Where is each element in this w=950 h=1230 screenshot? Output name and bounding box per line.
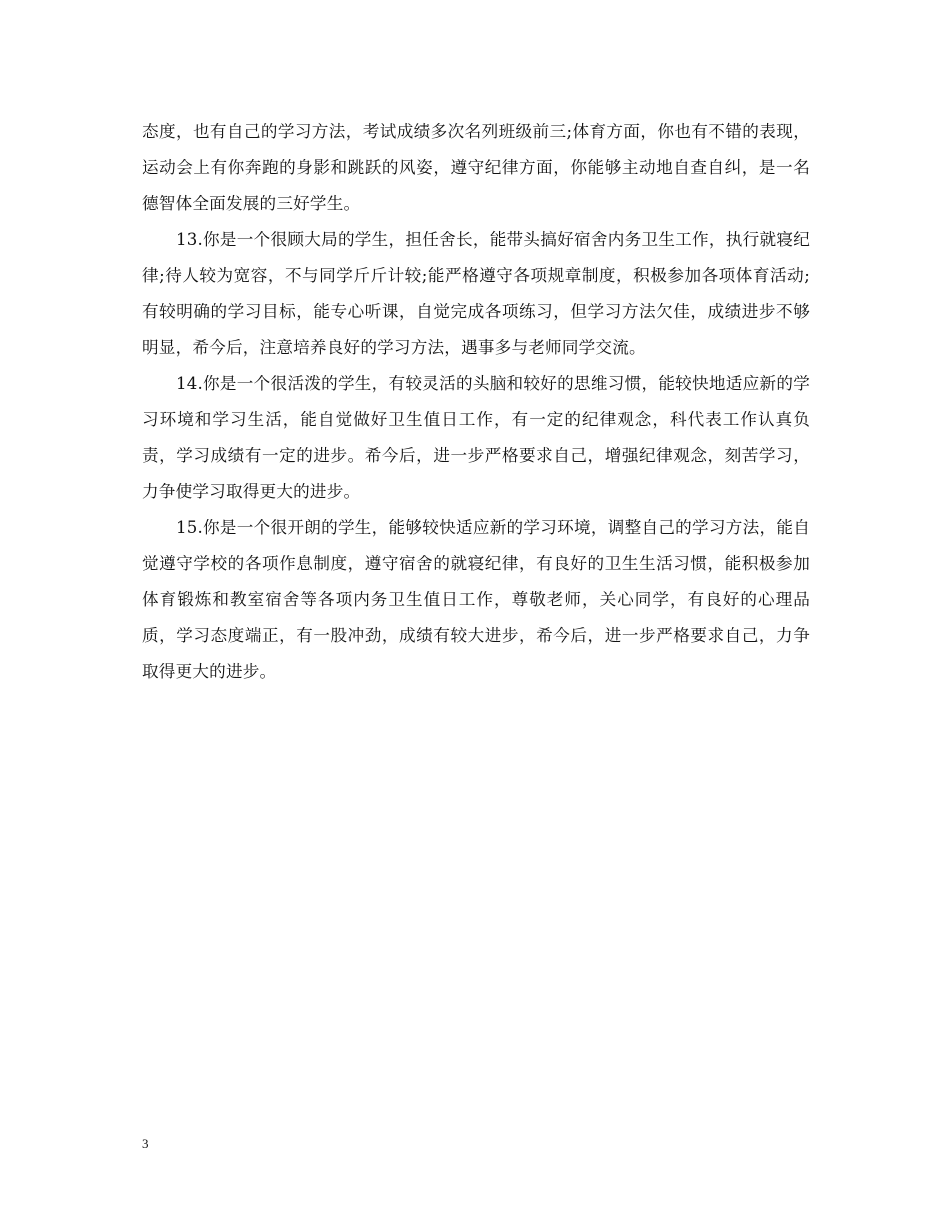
document-body (142, 114, 810, 690)
page-number: 3 (142, 1136, 149, 1151)
paragraph-comment-15: 15.你是一个很开朗的学生，能够较快适应新的学习环境，调整自己的学习方法，能自觉遵守学校的各项作息制度，遵守宿舍的就寝纪律，有良好的卫生生活习惯，能积极参加体育锻炼和教室宿舍等各项内务卫生值日工作，尊敬老师，关心同学，有良好的心理品质，学习态度端正，有一股冲劲，成绩有较大进步，希今后，进一步严格要求自己，力争取得更大的进步。 (142, 518, 810, 681)
paragraph-continuation: 态度，也有自己的学习方法，考试成绩多次名列班级前三;体育方面，你也有不错的表现，运动会上有你奔跑的身影和跳跃的风姿，遵守纪律方面，你能够主动地自查自纠，是一名德智体全面发展的三好学生。 (142, 122, 810, 213)
paragraph-comment-14: 14.你是一个很活泼的学生，有较灵活的头脑和较好的思维习惯，能较快地适应新的学习环境和学习生活，能自觉做好卫生值日工作，有一定的纪律观念，科代表工作认真负责，学习成绩有一定的进步。希今后，进一步严格要求自己，增强纪律观念，刻苦学习，力争使学习取得更大的进步。 (142, 374, 810, 501)
paragraph-comment-13: 13.你是一个很顾大局的学生，担任舍长，能带头搞好宿舍内务卫生工作，执行就寝纪律;待人较为宽容，不与同学斤斤计较;能严格遵守各项规章制度，积极参加各项体育活动;有较明确的学习目标，能专心听课，自觉完成各项练习，但学习方法欠佳，成绩进步不够明显，希今后，注意培养良好的学习方法，遇事多与老师同学交流。 (142, 230, 810, 357)
